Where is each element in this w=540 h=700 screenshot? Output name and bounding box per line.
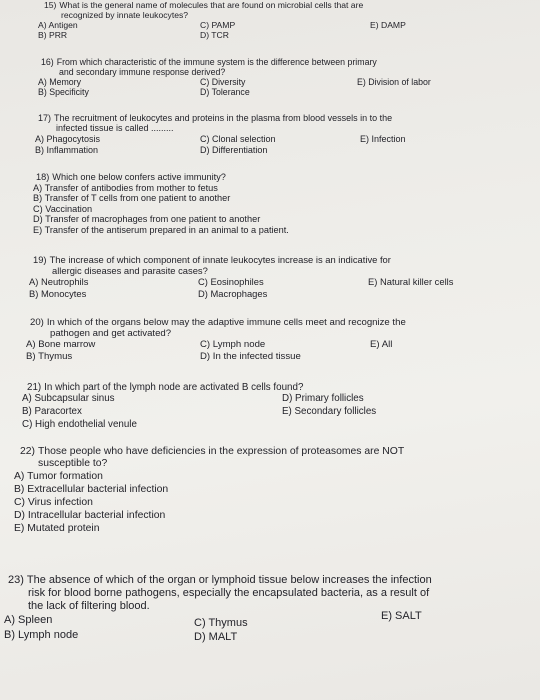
option-d: D) Transfer of macrophages from one patient to another (33, 214, 261, 225)
question-number: 18) (36, 172, 50, 182)
question-text-line2: susceptible to? (38, 457, 108, 469)
question-text-line1: What is the general name of molecules that are found on microbial cells that are (59, 0, 364, 10)
question-stem (30, 317, 530, 339)
question-20 (26, 317, 530, 365)
question-number: 23) (8, 574, 24, 586)
question-text-line2: pathogen and get activated? (50, 328, 172, 340)
question-text-line1: Which one below confers active immunity? (52, 172, 226, 182)
question-stem (41, 57, 521, 77)
question-number: 19) (33, 254, 47, 265)
question-22 (14, 446, 525, 535)
question-text-line1: In which of the organs below may the adaptive immune cells meet and recognize the (46, 317, 406, 328)
option-e: E) All (370, 339, 393, 351)
option-b: B) Specificity (38, 87, 89, 98)
question-text-line3: the lack of filtering blood. (28, 600, 150, 613)
option-a: A) Phagocytosis (35, 133, 101, 144)
question-stem (8, 574, 533, 614)
option-b: B) Paracortex (22, 406, 82, 418)
question-16 (38, 57, 521, 99)
option-c: C) Virus infection (14, 496, 93, 508)
question-number: 16) (41, 57, 54, 67)
option-e: E) SALT (381, 609, 422, 622)
option-c: C) Diversity (200, 77, 246, 88)
question-text-line2: risk for blood borne pathogens, especially the encapsulated bacteria, as a result of (28, 587, 430, 600)
question-text-line1: The increase of which component of innate leukocytes increase is an indicative for (49, 254, 391, 265)
question-text-line1: From which characteristic of the immune system is the difference between primary (56, 57, 377, 67)
option-b: B) Inflammation (35, 144, 99, 155)
question-number: 22) (20, 446, 36, 457)
options (4, 609, 533, 646)
option-c: C) Eosinophiles (198, 275, 264, 287)
option-a: A) Memory (38, 77, 82, 88)
question-stem (33, 255, 528, 277)
question-stem (20, 446, 525, 470)
option-c: C) Thymus (194, 616, 248, 629)
question-18 (33, 172, 526, 235)
option-c: C) Lymph node (200, 339, 266, 351)
option-d: D) MALT (194, 630, 238, 643)
option-b: B) Monocytes (29, 287, 87, 299)
question-number: 20) (30, 317, 44, 328)
question-stem (27, 382, 527, 393)
options (38, 77, 521, 99)
option-b: B) Transfer of T cells from one patient to another (33, 193, 231, 204)
option-e: E) Natural killer cells (368, 275, 454, 287)
options (33, 183, 526, 236)
option-b: B) Extracellular bacterial infection (14, 483, 169, 495)
question-stem (44, 1, 524, 21)
option-d: D) Intracellular bacterial infection (14, 509, 166, 521)
question-text-line1: The recruitment of leukocytes and proteins in the plasma from blood vessels in to the (54, 113, 393, 123)
question-text-line2: and secondary immune response derived? (59, 67, 226, 78)
option-a: A) Spleen (4, 613, 53, 626)
question-text-line2: infected tissue is called ......... (56, 123, 174, 134)
option-c: C) High endothelial venule (22, 419, 137, 431)
options (38, 19, 524, 43)
option-e: E) DAMP (370, 19, 406, 30)
option-c: C) Clonal selection (200, 133, 276, 144)
option-b: B) PRR (38, 29, 68, 40)
option-a: A) Tumor formation (14, 470, 103, 482)
options (22, 393, 527, 433)
option-a: A) Transfer of antibodies from mother to fetus (33, 182, 218, 193)
question-stem (38, 113, 528, 134)
question-23 (4, 574, 533, 646)
question-text-line1: In which part of the lymph node are activated B cells found? (44, 382, 304, 393)
option-e: E) Transfer of the antiserum prepared in an animal to a patient. (33, 224, 289, 235)
question-text-line2: recognized by innate leukocytes? (61, 9, 189, 20)
option-d: D) TCR (200, 29, 229, 40)
option-b: B) Lymph node (4, 628, 79, 641)
option-a: A) Bone marrow (26, 339, 96, 351)
option-e: E) Division of labor (357, 77, 431, 88)
question-stem (36, 172, 526, 183)
question-19 (29, 254, 528, 303)
question-number: 17) (38, 113, 52, 123)
option-c: C) Vaccination (33, 203, 93, 214)
options (14, 470, 525, 535)
option-b: B) Thymus (26, 351, 73, 363)
question-number: 15) (44, 0, 57, 10)
option-d: D) Differentiation (200, 144, 268, 155)
question-number: 21) (27, 382, 42, 393)
question-text-line1: Those people who have deficiencies in the expression of proteasomes are NOT (38, 446, 405, 457)
question-17 (35, 113, 528, 158)
option-a: A) Neutrophils (29, 275, 89, 287)
options (29, 275, 528, 303)
option-d: D) Tolerance (200, 87, 250, 98)
question-15 (38, 0, 524, 43)
option-c: C) PAMP (200, 19, 236, 30)
option-a: A) Subcapsular sinus (22, 393, 115, 405)
question-text-line1: The absence of which of the organ or lymphoid tissue below increases the infection (26, 574, 432, 586)
option-d: D) Primary follicles (282, 393, 364, 405)
option-e: E) Mutated protein (14, 522, 100, 534)
option-e: E) Secondary follicles (282, 406, 377, 418)
option-e: E) Infection (360, 133, 406, 144)
options (26, 339, 530, 365)
question-21 (22, 382, 527, 433)
question-text-line2: allergic diseases and parasite cases? (52, 264, 208, 276)
option-d: D) Macrophages (198, 287, 268, 299)
option-d: D) In the infected tissue (200, 351, 301, 363)
options (35, 133, 528, 158)
option-a: A) Antigen (38, 19, 78, 30)
